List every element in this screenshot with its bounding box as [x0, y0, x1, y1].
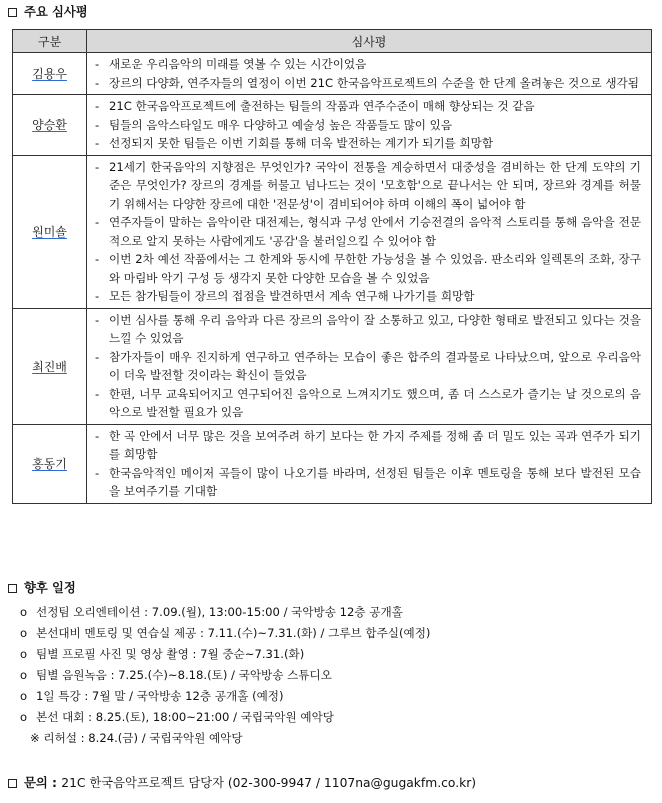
review-table [12, 29, 652, 504]
review-line: 한국음악적인 메이저 곡들이 많이 나오기를 바라며, 선정된 팀들은 이후 멘토링을 통해 보다 발전된 모습을 보여주기를 기대함 [109, 465, 641, 498]
review-line: 이번 2차 예선 작품에서는 그 한계와 동시에 무한한 가능성을 볼 수 있었음. 판소리와 일렉톤의 조화, 장구와 마림바 악기 구성 등 생각지 못한 다양한 모습을 볼 수 있었음 [109, 252, 641, 285]
review-line: 한편, 너무 교육되어지고 연구되어진 음악으로 느껴지기도 했으며, 좀 더 스스로가 즐기는 날 것으로의 음악으로 발전할 필요가 있음 [109, 386, 641, 419]
reviewer-name: 양승환 [13, 95, 87, 156]
schedule-item [20, 665, 430, 686]
dash-marker: - [95, 99, 100, 113]
header-category: 구분 [13, 30, 87, 53]
review-bullet [95, 287, 641, 306]
schedule-item [20, 623, 430, 644]
dash-marker: - [95, 75, 100, 90]
review-text-cell [87, 53, 652, 95]
schedule-item [20, 644, 430, 665]
dash-marker: - [95, 386, 100, 401]
review-text-cell [87, 155, 652, 308]
reviewer-name: 최진배 [13, 308, 87, 424]
review-bullet [95, 97, 641, 116]
schedule-text: 팀별 음원녹음 : 7.25.(수)~8.18.(토) / 국악방송 스튜디오 [36, 668, 332, 682]
review-bullet [95, 158, 641, 214]
review-line: 참가자들이 매우 진지하게 연구하고 연주하는 모습이 좋은 합주의 결과물로 나타났으며, 앞으로 우리음악이 더욱 발전할 것이라는 확신이 들었음 [109, 349, 641, 382]
reviewer-name: 홍동기 [13, 424, 87, 503]
dash-marker: - [95, 215, 100, 229]
checkbox-square-icon [8, 779, 17, 788]
dash-marker: - [95, 57, 100, 71]
review-line: 선정되지 못한 팀들은 이번 기회를 통해 더욱 발전하는 계기가 되기를 희망함 [109, 136, 494, 150]
review-line: 한 곡 안에서 너무 많은 것을 보여주려 하기 보다는 한 가지 주제를 정해 좀 더 밀도 있는 곡과 연주가 되기를 희망함 [109, 428, 641, 461]
section-title: 향후 일정 [24, 581, 76, 595]
contact-line [8, 775, 476, 791]
checkbox-square-icon [8, 8, 17, 17]
review-bullet [95, 311, 641, 348]
section-title: 주요 심사평 [24, 5, 88, 19]
circle-bullet-icon: o [20, 626, 28, 640]
checkbox-square-icon [8, 584, 17, 593]
rehearsal-note: ※ 리허설 : 8.24.(금) / 국립국악원 예악당 [30, 731, 243, 745]
dash-marker: - [95, 465, 100, 480]
review-line: 장르의 다양화, 연주자들의 열정이 이번 21C 한국음악프로젝트의 수준을 한 단계 올려놓은 것으로 생각됨 [109, 75, 639, 90]
review-bullet [95, 55, 641, 74]
review-line: 모든 참가팀들이 장르의 접점을 발견하면서 계속 연구해 나가기를 희망함 [109, 289, 475, 303]
review-bullet [95, 74, 641, 93]
header-review: 심사평 [87, 30, 652, 53]
review-bullet [95, 134, 641, 153]
circle-bullet-icon: o [20, 689, 28, 703]
contact-text: 21C 한국음악프로젝트 담당자 (02-300-9947 / 1107na@gugakfm.co.kr) [61, 776, 477, 790]
circle-bullet-icon: o [20, 647, 28, 661]
review-bullet [95, 385, 641, 422]
review-bullet [95, 213, 641, 250]
circle-bullet-icon: o [20, 668, 28, 682]
review-bullet [95, 116, 641, 135]
schedule-text: 선정팀 오리엔테이션 : 7.09.(월), 13:00-15:00 / 국악방송 12층 공개홀 [36, 605, 403, 619]
dash-marker: - [95, 312, 100, 327]
schedule-item [20, 686, 430, 707]
schedule-item [20, 602, 430, 623]
contact-label: 문의 : [24, 776, 57, 790]
reviewer-name: 원미숄 [13, 155, 87, 308]
review-line: 21세기 한국음악의 지향점은 무엇인가? 국악이 전통을 계승하면서 대중성을 겸비하는 한 단계 도약의 기준은 무엇인가? 장르의 경계를 허물고 넘나드는 것이 '모호함'으로 끝나서는 안 되며, 장르와 경계를 허물기 위해서는 다양한 장르에 대한 '전문성'이 겸비되어야 하며 이해의 폭이 넓어야 함 [109, 159, 641, 211]
dash-marker: - [95, 349, 100, 364]
schedule-text: 1일 특강 : 7월 말 / 국악방송 12층 공개홀 (예정) [36, 689, 284, 703]
dash-marker: - [95, 252, 100, 266]
schedule-list [20, 602, 430, 749]
table-row [13, 155, 652, 308]
schedule-item [20, 707, 430, 728]
review-line: 21C 한국음악프로젝트에 출전하는 팀들의 작품과 연주수준이 매해 향상되는 것 같음 [109, 99, 535, 113]
section-heading-reviews [8, 4, 88, 20]
table-row [13, 308, 652, 424]
review-line: 팀들의 음악스타일도 매우 다양하고 예술성 높은 작품들도 많이 있음 [109, 117, 453, 132]
review-bullet [95, 427, 641, 464]
review-line: 연주자들이 말하는 음악이란 대전제는, 형식과 구성 안에서 기승전결의 음악적 스토리를 통해 음악을 전문적으로 알지 못하는 사람에게도 '공감'을 불러일으킬 수 있어야 함 [109, 215, 641, 248]
circle-bullet-icon: o [20, 710, 28, 724]
table-row [13, 53, 652, 95]
schedule-text: 본선 대회 : 8.25.(토), 18:00~21:00 / 국립국악원 예악당 [36, 710, 334, 724]
review-text-cell [87, 95, 652, 156]
section-heading-schedule [8, 580, 76, 596]
review-text-cell [87, 308, 652, 424]
dash-marker: - [95, 289, 100, 303]
dash-marker: - [95, 136, 100, 150]
table-row [13, 95, 652, 156]
dash-marker: - [95, 428, 100, 443]
review-bullet [95, 348, 641, 385]
review-line: 새로운 우리음악의 미래를 엿볼 수 있는 시간이었음 [109, 57, 367, 71]
table-row [13, 424, 652, 503]
reviewer-name: 김용우 [13, 53, 87, 95]
dash-marker: - [95, 117, 100, 132]
schedule-text: 본선대비 멘토링 및 연습실 제공 : 7.11.(수)~7.31.(화) / 그루브 합주실(예정) [36, 626, 431, 640]
review-bullet [95, 464, 641, 501]
review-line: 이번 심사를 통해 우리 음악과 다른 장르의 음악이 잘 소통하고 있고, 다양한 형태로 발전되고 있다는 것을 느낄 수 있었음 [109, 312, 641, 345]
schedule-text: 팀별 프로필 사진 및 영상 촬영 : 7월 중순~7.31.(화) [36, 647, 305, 661]
review-text-cell [87, 424, 652, 503]
table-header-row [13, 30, 652, 53]
circle-bullet-icon: o [20, 605, 28, 619]
review-bullet [95, 250, 641, 287]
dash-marker: - [95, 159, 100, 174]
